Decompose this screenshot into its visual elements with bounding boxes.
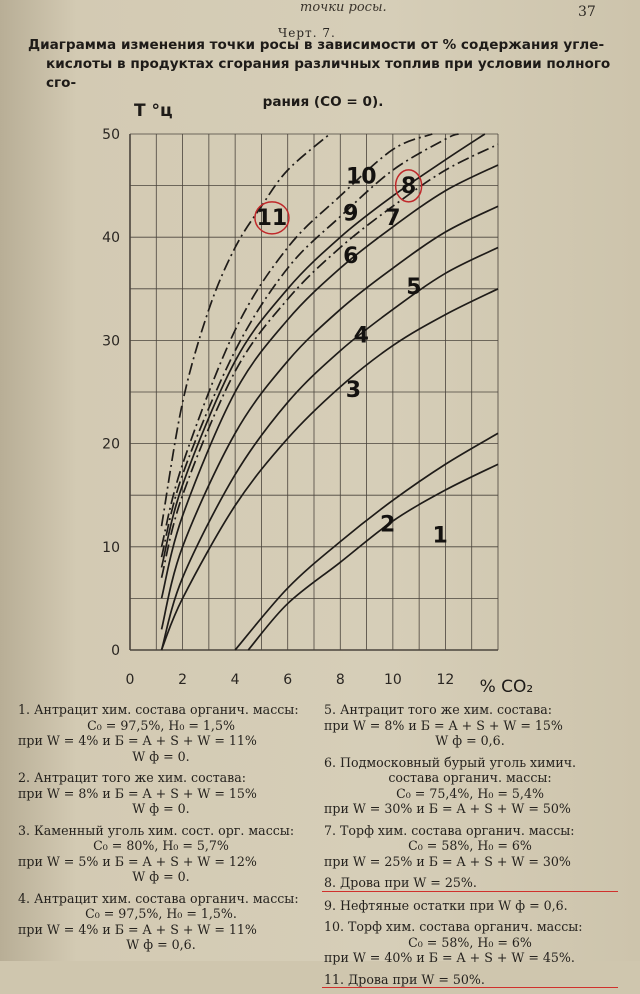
legend-p-line: при W = 8% и Б = A + S + W = 15%: [324, 717, 563, 733]
legend-w-line: W ф = 0,6.: [435, 733, 505, 748]
legend-w-line: W ф = 0,6.: [126, 937, 196, 952]
legend-n-line: 6. Подмосковный бурый уголь химич.: [324, 754, 577, 770]
series-label-10: 10: [346, 164, 377, 190]
figure-title-line-1: Диаграмма изменения точки росы в зависимости от % содержания угле-: [28, 37, 605, 53]
legend-n-line: 8. Дрова при W = 25%.: [322, 875, 618, 892]
x-tick-label: 2: [178, 672, 188, 688]
series-line-1: [248, 464, 498, 650]
legend-item: [322, 898, 618, 914]
legend-gap: [16, 953, 306, 959]
y-tick-label: 30: [102, 333, 120, 350]
series-label-8: 8: [400, 173, 417, 199]
legend-p-line: при W = 8% и Б = A + S + W = 15%: [18, 785, 257, 801]
legend-n-line: 9. Нефтяные остатки при W ф = 0,6.: [324, 897, 568, 913]
legend-item: [322, 875, 618, 892]
y-tick-label: 20: [102, 436, 120, 453]
page-number: 37: [578, 4, 596, 20]
series-label-2: 2: [379, 512, 396, 538]
legend-item: [322, 972, 618, 989]
x-tick-label: 6: [283, 672, 293, 688]
legend-c-line: C₀ = 80%, H₀ = 5,7%: [93, 838, 229, 853]
legend-right-column: [322, 702, 618, 994]
legend-n-line: 2. Антрацит того же хим. состава:: [18, 770, 247, 785]
legend-c-line: C₀ = 97,5%, H₀ = 1,5%: [87, 717, 235, 733]
legend-n-line: 4. Антрацит хим. состава органич. массы:: [18, 890, 299, 906]
legend-c-line: C₀ = 58%, H₀ = 6%: [408, 934, 532, 950]
legend-p-line: при W = 30% и Б = A + S + W = 50%: [324, 801, 571, 816]
series-label-11: 11: [256, 205, 288, 231]
legend-item: [322, 755, 618, 817]
legend-item: [16, 823, 306, 885]
legend-item: [16, 702, 306, 764]
legend-n-line: 1. Антрацит хим. состава органич. массы:: [18, 702, 299, 717]
x-tick-label: 0: [125, 672, 135, 688]
legend-item: [16, 770, 306, 817]
series-label-5: 5: [406, 274, 422, 300]
figure-number: Черт. 7.: [278, 26, 336, 40]
legend-c-line: C₀ = 58%, H₀ = 6%: [408, 838, 532, 853]
page-header: [0, 0, 640, 22]
legend-gap: [322, 988, 618, 994]
series-line-4: [162, 248, 498, 650]
legend-p-line: при W = 25% и Б = A + S + W = 30%: [324, 853, 571, 869]
figure-title-line-3: рания (CO = 0).: [262, 94, 384, 110]
legend-n-line: 11. Дрова при W = 50%.: [322, 972, 618, 989]
series-label-1: 1: [432, 523, 448, 549]
legend-n-line: 3. Каменный уголь хим. сост. орг. массы:: [18, 822, 295, 838]
series-label-7: 7: [385, 205, 401, 231]
legend-p-line: при W = 40% и Б = A + S + W = 45%.: [324, 950, 575, 965]
series-line-5: [162, 206, 498, 629]
legend-item: [16, 891, 306, 953]
series-line-3: [162, 289, 498, 650]
x-tick-label: 4: [230, 672, 240, 688]
legend-n2-line: состава органич. массы:: [388, 770, 552, 785]
x-axis-label: % CO₂: [479, 677, 534, 696]
running-header: точки росы.: [300, 0, 387, 15]
x-tick-label: 10: [383, 672, 402, 688]
legend-item: [322, 919, 618, 966]
series-label-9: 9: [343, 201, 359, 227]
legend-p-line: при W = 5% и Б = A + S + W = 12%: [18, 853, 257, 869]
series-line-8: [162, 134, 485, 567]
legend-c-line: C₀ = 97,5%, H₀ = 1,5%.: [85, 906, 237, 921]
legend-w-line: W ф = 0.: [132, 801, 190, 816]
y-tick-label: 0: [111, 643, 120, 659]
series-label-3: 3: [345, 378, 362, 404]
legend-n-line: 7. Торф хим. состава органич. массы:: [324, 822, 575, 838]
series-label-6: 6: [343, 244, 359, 269]
legend-w-line: W ф = 0.: [132, 748, 190, 764]
legend-c-line: C₀ = 75,4%, H₀ = 5,4%: [396, 785, 544, 801]
legend-item: [322, 823, 618, 870]
legend-p-line: при W = 4% и Б = A + S + W = 11%: [18, 733, 257, 748]
series-label-4: 4: [353, 323, 369, 349]
legend-n-line: 10. Торф хим. состава органич. массы:: [324, 919, 583, 934]
dew-point-chart: [100, 96, 620, 696]
figure-title-line-2: кислоты в продуктах сгорания различных топлив при условии полного сго-: [46, 56, 611, 91]
y-tick-label: 40: [102, 230, 120, 247]
legend-left-column: [16, 702, 306, 959]
legend-p-line: при W = 4% и Б = A + S + W = 11%: [18, 921, 257, 937]
y-tick-label: 10: [102, 539, 120, 556]
y-tick-label: 50: [102, 127, 120, 143]
x-tick-label: 12: [436, 672, 455, 688]
legend-item: [322, 702, 618, 749]
legend-w-line: W ф = 0.: [132, 869, 190, 884]
y-axis-label: T °ц: [134, 101, 173, 121]
legend-n-line: 5. Антрацит того же хим. состава:: [324, 702, 553, 717]
x-tick-label: 8: [335, 672, 345, 688]
